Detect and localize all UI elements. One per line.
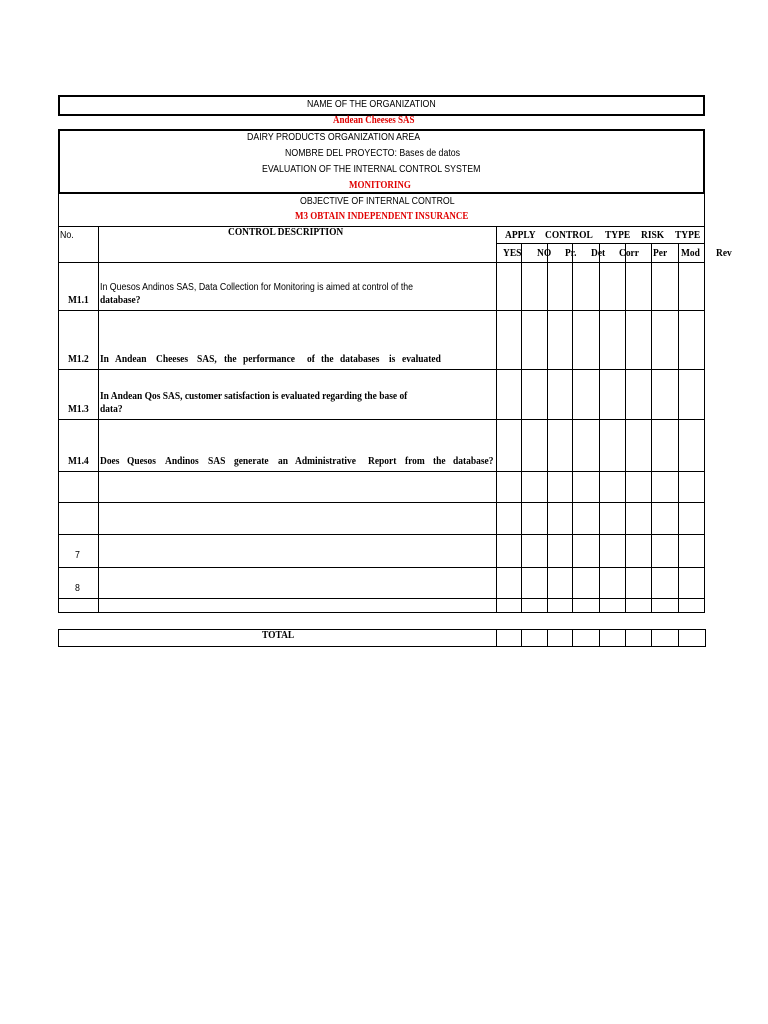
row-number: M1.3 [68, 404, 89, 415]
word: from [405, 456, 426, 467]
grid-line [521, 629, 522, 646]
header-mod: Mod [681, 248, 700, 259]
grid-line [678, 629, 679, 646]
word: is [389, 354, 396, 365]
header-pr: Pr. [565, 248, 577, 259]
word: the [433, 456, 446, 467]
grid-line [651, 629, 652, 646]
row-number: M1.1 [68, 295, 89, 306]
header-type-1: TYPE [605, 230, 631, 241]
word: Quesos [127, 456, 157, 467]
total-label: TOTAL [262, 630, 295, 641]
grid-line [58, 612, 705, 613]
row-number: 8 [75, 583, 80, 594]
grid-line [58, 226, 705, 227]
row-description: In Andean Qos SAS, customer satisfaction is evaluated regarding the base of [100, 391, 408, 402]
grid-line [58, 567, 705, 568]
header-det: Det [591, 248, 606, 259]
word: evaluated [401, 354, 441, 365]
grid-line [58, 419, 705, 420]
header-rev: Rev [716, 248, 732, 259]
row-description [100, 354, 457, 365]
header-risk: RISK [641, 230, 665, 241]
header-type-2: TYPE [675, 230, 701, 241]
row-number: M1.2 [68, 354, 89, 365]
grid-line [651, 243, 652, 612]
grid-line [547, 629, 548, 646]
grid-line [98, 226, 99, 612]
grid-line [599, 243, 600, 612]
header-corr: Corr [619, 248, 639, 259]
header-per: Per [653, 248, 668, 259]
row-number: 7 [75, 550, 80, 561]
objective-label: OBJECTIVE OF INTERNAL CONTROL [300, 196, 455, 207]
objective-left-border [58, 194, 59, 226]
grid-line [625, 243, 626, 612]
word: an [277, 456, 288, 467]
grid-line [572, 629, 573, 646]
grid-line [496, 243, 705, 244]
grid-line [599, 629, 600, 646]
word: SAS [208, 456, 226, 467]
grid-line [521, 243, 522, 612]
row-description-cont: data? [100, 404, 123, 415]
header-control: CONTROL [545, 230, 593, 241]
project-label: NOMBRE DEL PROYECTO: Bases de datos [285, 148, 461, 159]
grid-line [547, 243, 548, 612]
word: Administrative [294, 456, 356, 467]
header-description: CONTROL DESCRIPTION [228, 227, 344, 238]
word: Cheeses [155, 354, 188, 365]
word: Does [100, 456, 120, 467]
grid-line [58, 369, 705, 370]
grid-line [58, 502, 705, 503]
word: databases [340, 354, 380, 365]
word: database? [453, 456, 494, 467]
objective-title: M3 OBTAIN INDEPENDENT INSURANCE [295, 211, 469, 222]
word: generate [233, 456, 269, 467]
word: SAS, [196, 354, 217, 365]
header-apply: APPLY [505, 230, 536, 241]
word: the [224, 354, 237, 365]
evaluation-label: EVALUATION OF THE INTERNAL CONTROL SYSTEM [262, 164, 481, 175]
grid-line [58, 534, 705, 535]
word: In [100, 354, 109, 365]
org-name: Andean Cheeses SAS [333, 115, 415, 126]
component-label: MONITORING [349, 180, 411, 191]
grid-line [58, 471, 705, 472]
grid-line [704, 226, 705, 612]
grid-line [625, 629, 626, 646]
grid-line [496, 629, 497, 646]
grid-line [58, 310, 705, 311]
row-description-cont: database? [100, 295, 141, 306]
total-row-border [58, 629, 706, 647]
word: Report [368, 456, 397, 467]
grid-line [678, 243, 679, 612]
grid-line [58, 262, 705, 263]
word: of [306, 354, 315, 365]
header-no: No. [60, 230, 74, 241]
row-description [100, 456, 512, 467]
org-label: NAME OF THE ORGANIZATION [307, 99, 436, 110]
area-label: DAIRY PRODUCTS ORGANIZATION AREA [247, 132, 421, 143]
row-number: M1.4 [68, 456, 89, 467]
objective-right-border [704, 194, 705, 226]
word: the [320, 354, 334, 365]
grid-line [572, 243, 573, 612]
grid-line [496, 226, 497, 612]
row-description: In Quesos Andinos SAS, Data Collection for Monitoring is aimed at control of the [100, 282, 414, 293]
word: Andinos [165, 456, 199, 467]
word: performance [243, 354, 296, 365]
grid-line [58, 598, 705, 599]
header-no-col: NO [537, 248, 552, 259]
word: Andean [115, 354, 147, 365]
header-yes: YES [503, 248, 522, 259]
grid-line [58, 226, 59, 612]
